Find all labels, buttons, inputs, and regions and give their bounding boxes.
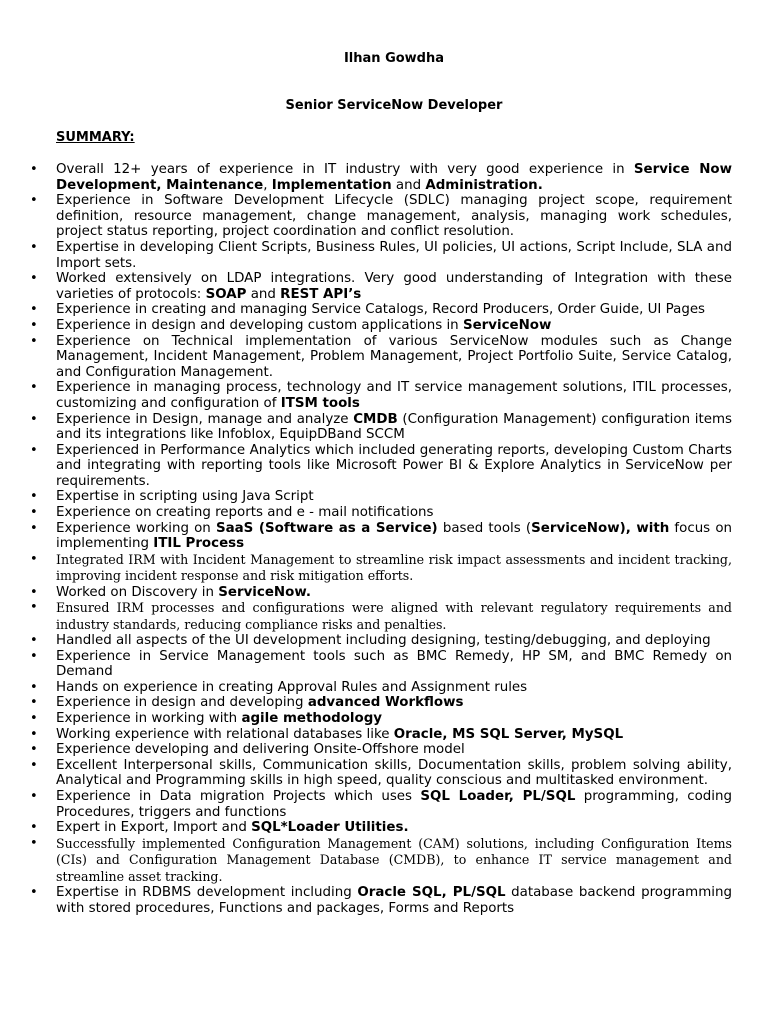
- summary-item-text: Worked on Discovery in: [56, 584, 219, 600]
- summary-item-bold-text: ITSM tools: [280, 395, 360, 411]
- summary-item-text: Handled all aspects of the UI development including designing, testing/debugging, and deploying: [56, 633, 711, 649]
- summary-item-text: Integrated IRM with Incident Management to streamline risk impact assessments and incident tracking, improving incident response and risk mitigation efforts.: [56, 551, 732, 584]
- summary-item-bold-text: SaaS (Software as a Service): [215, 520, 438, 536]
- job-title: Senior ServiceNow Developer: [285, 98, 503, 113]
- summary-item-bold-text: Oracle SQL, PL/SQL: [357, 885, 506, 900]
- summary-item: [30, 885, 732, 916]
- summary-item-text: (Configuration Management) configuration items and its integrations like Infoblox, EquipDBand SCCM: [56, 411, 732, 443]
- summary-item-text: Expertise in scripting using Java Script: [56, 489, 314, 505]
- summary-item-text: Working experience with relational databases like: [56, 726, 394, 742]
- summary-list: [30, 162, 732, 916]
- summary-item: [30, 380, 732, 411]
- summary-item: [30, 489, 732, 505]
- summary-item-bold-text: SOAP: [205, 286, 247, 302]
- summary-item: [30, 742, 732, 758]
- summary-item: [30, 193, 732, 240]
- summary-item-bold-text: advanced Workflows: [307, 695, 464, 711]
- summary-item-text: Experience working on: [56, 520, 216, 536]
- summary-item-text: programming, coding Procedures, triggers and functions: [56, 789, 732, 820]
- summary-item: [30, 521, 732, 552]
- summary-item-bold-text: SQL Loader, PL/SQL: [420, 789, 576, 804]
- summary-item: [30, 789, 732, 820]
- summary-item: [30, 412, 732, 443]
- summary-item-text: Experience in Design, manage and analyze: [56, 411, 354, 427]
- summary-item: [30, 162, 732, 193]
- summary-item-text: Expertise in RDBMS development including: [56, 885, 358, 900]
- summary-item-bold-text: ServiceNow.: [218, 584, 311, 600]
- summary-item-text: Excellent Interpersonal skills, Communication skills, Documentation skills, problem solving ability, Analytical and Programming skills in high speed, quality conscious and multitasked environment.: [56, 757, 732, 789]
- summary-item: [30, 552, 732, 585]
- summary-item-text: Experienced in Performance Analytics which included generating reports, developing Custom Charts and integrating with reporting tools like Microsoft Power BI & Explore Analytics in ServiceNow per requirements.: [56, 442, 732, 489]
- summary-item-text: based tools (: [437, 520, 532, 536]
- summary-item-bold-text: Service Now Development, Maintenance: [56, 162, 732, 193]
- summary-item: [30, 600, 732, 633]
- summary-item: [30, 271, 732, 302]
- summary-item: [30, 633, 732, 649]
- summary-item-text: focus on implementing: [56, 520, 732, 552]
- summary-item-text: database backend programming with stored procedures, Functions and packages, Forms and Reports: [56, 885, 732, 916]
- candidate-name: Ilhan Gowdha: [343, 51, 445, 66]
- summary-item-text: and: [246, 286, 281, 302]
- summary-item-text: Experience in Service Management tools such as BMC Remedy, HP SM, and BMC Remedy on Demand: [56, 648, 732, 680]
- summary-item-text: Experience in Software Development Lifecycle (SDLC) managing project scope, requirement definition, resource management, change management, analysis, managing work schedules, project status reporting, project coordination and conflict resolution.: [56, 193, 732, 240]
- summary-item-text: Worked extensively on LDAP integrations. Very good understanding of Integration with these varieties of protocols:: [56, 271, 732, 302]
- summary-item-bold-text: REST API’s: [280, 286, 362, 302]
- summary-item-text: Expert in Export, Import and: [56, 820, 252, 836]
- summary-item: [30, 302, 732, 318]
- summary-item-text: Expertise in developing Client Scripts, Business Rules, UI policies, UI actions, Script Include, SLA and Import sets.: [56, 239, 732, 271]
- summary-item-text: Hands on experience in creating Approval Rules and Assignment rules: [56, 679, 528, 695]
- summary-item-text: Experience in managing process, technology and IT service management solutions, ITIL processes, customizing and configuration of: [56, 380, 732, 411]
- summary-item: [30, 680, 732, 696]
- summary-item: [30, 649, 732, 680]
- summary-item-bold-text: ServiceNow: [462, 317, 552, 333]
- summary-item: [30, 727, 732, 743]
- summary-item: [30, 585, 732, 601]
- summary-item: [30, 505, 732, 521]
- summary-item-bold-text: Implementation: [271, 177, 392, 193]
- summary-item-text: Experience developing and delivering Onsite-Offshore model: [56, 742, 465, 758]
- summary-item-bold-text: ServiceNow), with: [531, 520, 670, 536]
- summary-item-text: Experience on creating reports and e - mail notifications: [56, 505, 434, 521]
- summary-item-bold-text: CMDB: [353, 411, 398, 427]
- summary-item-text: and: [391, 177, 426, 193]
- summary-item-text: ,: [263, 177, 272, 193]
- summary-item: [30, 334, 732, 381]
- summary-item-bold-text: Oracle, MS SQL Server, MySQL: [393, 726, 624, 742]
- summary-item-bold-text: ITIL Process: [153, 536, 245, 552]
- summary-item-text: Experience in design and developing custom applications in: [56, 317, 463, 333]
- summary-item-text: Experience on Technical implementation of various ServiceNow modules such as Change Management, Incident Management, Problem Management, Project Portfolio Suite, Service Catalog, and Configuration Management.: [56, 333, 732, 380]
- summary-item-text: Ensured IRM processes and configurations were aligned with relevant regulatory requirements and industry standards, reducing compliance risks and penalties.: [56, 600, 732, 632]
- summary-item-bold-text: SQL*Loader Utilities.: [251, 820, 409, 836]
- summary-item: [30, 711, 732, 727]
- summary-item-text: Experience in creating and managing Service Catalogs, Record Producers, Order Guide, UI Pages: [56, 302, 706, 318]
- summary-item: [30, 836, 732, 885]
- summary-item-text: Experience in design and developing: [56, 695, 308, 711]
- summary-item: [30, 820, 732, 836]
- summary-item: [30, 318, 732, 334]
- summary-item-text: Successfully implemented Configuration Management (CAM) solutions, including Configuration Items (CIs) and Configuration Management Database (CMDB), to enhance IT service management and streamline asset tracking.: [56, 835, 732, 884]
- summary-item: [30, 240, 732, 271]
- summary-item: [30, 695, 732, 711]
- summary-heading: SUMMARY:: [56, 130, 135, 145]
- summary-item-text: Experience in working with: [56, 711, 242, 727]
- summary-item-text: Experience in Data migration Projects which uses: [56, 789, 421, 804]
- summary-item-text: Overall 12+ years of experience in IT industry with very good experience in: [56, 162, 634, 177]
- summary-item: [30, 758, 732, 789]
- summary-item-bold-text: agile methodology: [241, 711, 383, 727]
- summary-item-bold-text: Administration.: [425, 177, 543, 193]
- summary-item: [30, 443, 732, 490]
